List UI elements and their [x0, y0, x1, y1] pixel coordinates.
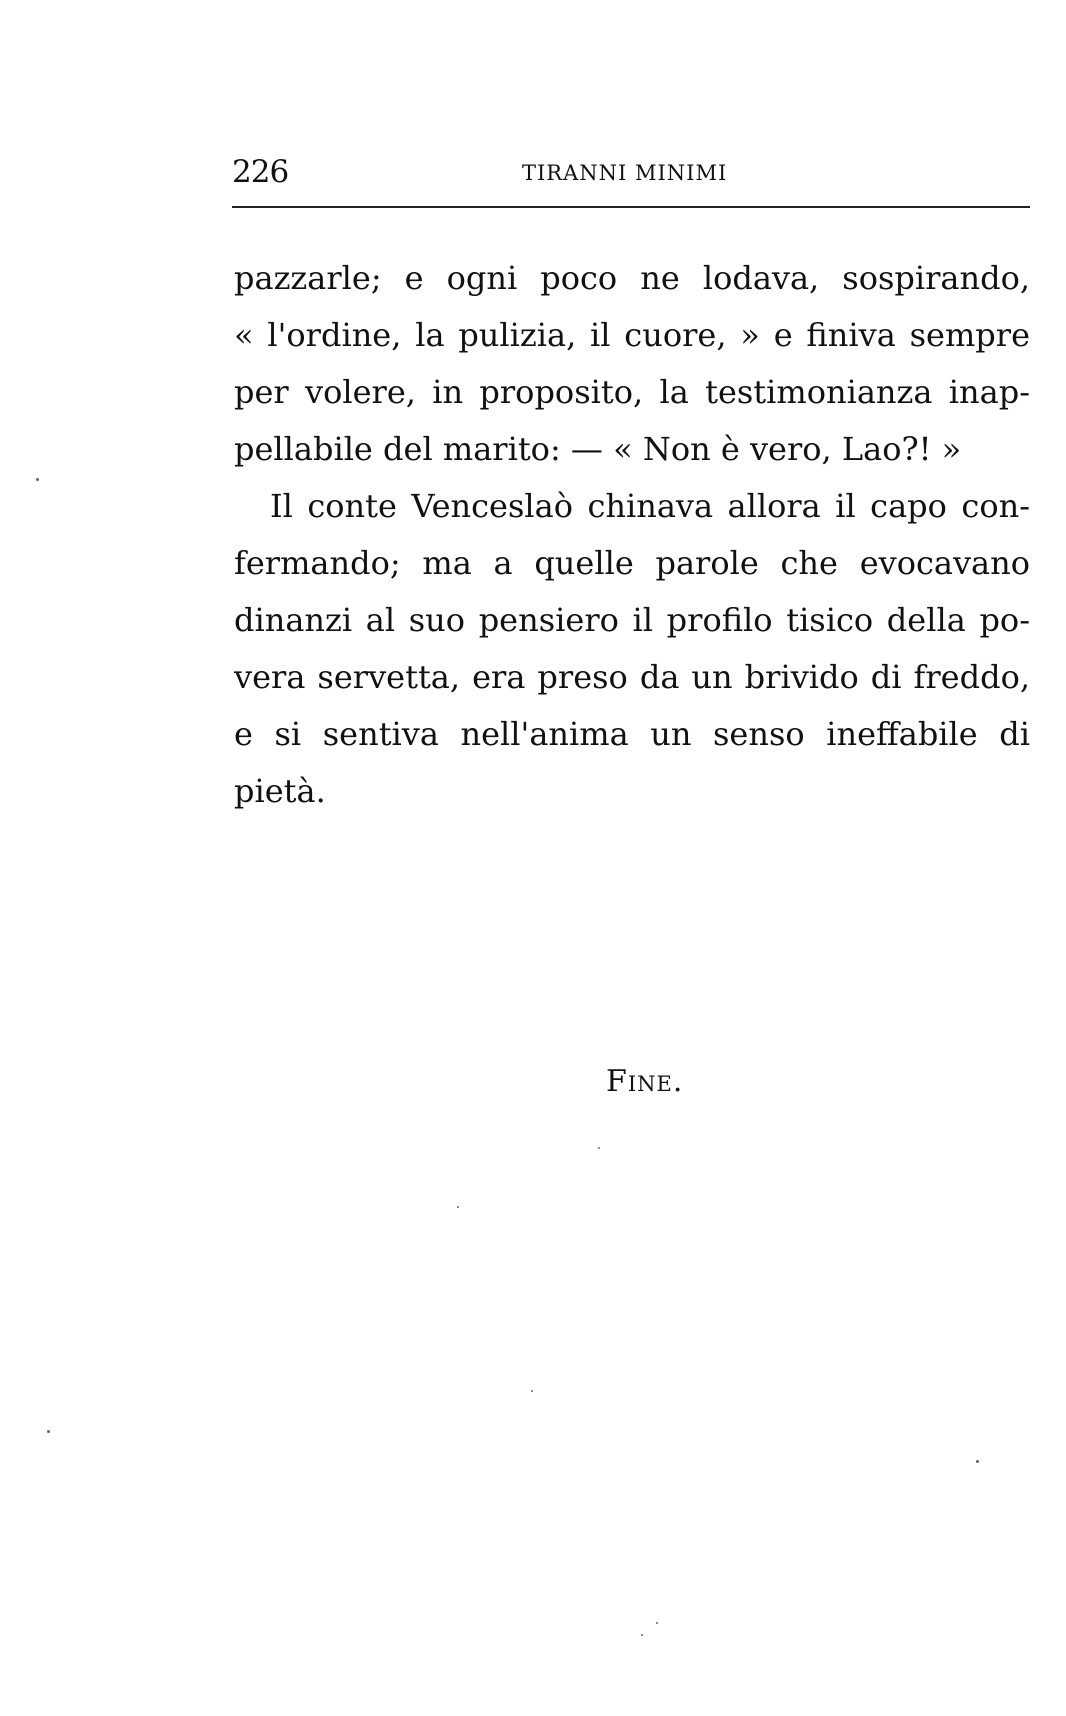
text-line: pietà.: [234, 772, 326, 810]
running-head: [232, 152, 1030, 196]
end-mark: [606, 1062, 683, 1102]
text-line: Il conte Venceslaò chinava allora il capo con-: [270, 487, 1030, 525]
text-line: pellabile del marito: — « Non è vero, Lao?! »: [234, 430, 962, 468]
scan-speck: [656, 1622, 658, 1624]
body-text: [234, 250, 1030, 820]
scan-speck: [47, 1430, 50, 1433]
end-mark-text: Fine.: [606, 1064, 684, 1099]
scan-speck: [457, 1206, 459, 1208]
header-rule: [232, 206, 1030, 208]
text-line: per volere, in proposito, la testimonianza inap-: [234, 373, 1030, 411]
scan-speck: [36, 478, 39, 481]
scan-speck: [531, 1390, 533, 1392]
text-line: e si sentiva nell'anima un senso ineffabile di: [234, 715, 1030, 753]
text-line: fermando; ma a quelle parole che evocavano: [234, 544, 1030, 582]
text-line: pazzarle; e ogni poco ne lodava, sospirando,: [234, 259, 1030, 297]
text-line: dinanzi al suo pensiero il profilo tisico della po-: [234, 601, 1030, 639]
text-line: vera servetta, era preso da un brivido di freddo,: [234, 658, 1030, 696]
text-line: « l'ordine, la pulizia, il cuore, » e finiva sempre: [234, 316, 1030, 354]
running-title: TIRANNI MINIMI: [522, 161, 728, 185]
scan-speck: [976, 1460, 979, 1463]
page-number: 226: [232, 154, 289, 190]
scan-speck: [598, 1147, 600, 1149]
scan-speck: [641, 1634, 643, 1636]
